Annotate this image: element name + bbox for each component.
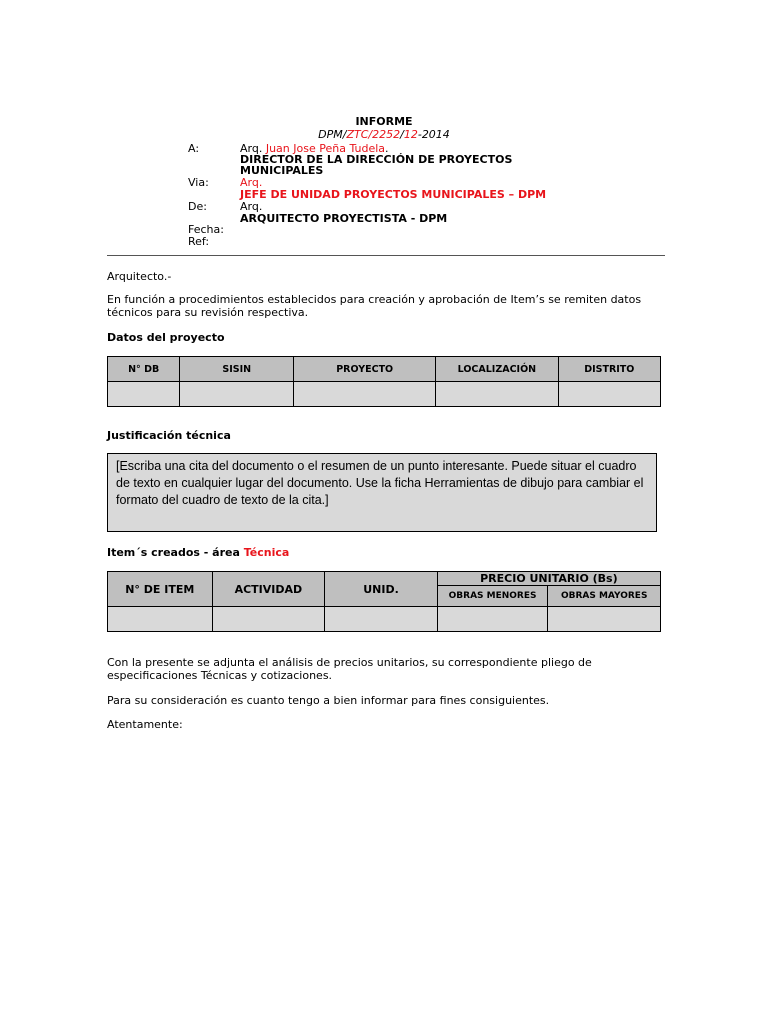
cell-ndb[interactable] <box>108 382 180 407</box>
table-header-row <box>108 572 661 586</box>
cell-obras-menores[interactable] <box>437 607 548 632</box>
col-unidad: UNID. <box>325 572 438 607</box>
col-ndb: N° DB <box>108 357 180 382</box>
to-prefix: Arq. <box>240 142 266 155</box>
header-divider <box>107 255 665 256</box>
document-title: INFORME <box>355 115 413 128</box>
cell-actividad[interactable] <box>212 607 325 632</box>
items-table <box>107 571 661 632</box>
from-label: De: <box>188 200 207 213</box>
consideration-paragraph: Para su consideración es cuanto tengo a bien informar para fines consiguientes. <box>107 694 550 707</box>
closing-paragraph: Con la presente se adjunta el análisis de precios unitarios, su correspondiente pliego de especificaciones Técnicas y cotizaciones. <box>107 656 592 682</box>
code-part-year: -2014 <box>417 128 450 141</box>
code-part-dpm: DPM/ <box>318 128 347 141</box>
to-label: A: <box>188 142 200 155</box>
table-header-row <box>108 357 661 382</box>
greeting: Arquitecto.- <box>107 270 172 283</box>
col-distrito: DISTRITO <box>558 357 660 382</box>
col-actividad: ACTIVIDAD <box>212 572 325 607</box>
intro-paragraph: En función a procedimientos establecidos para creación y aprobación de Item’s se remiten datos técnicos para su revisión respectiva. <box>107 293 642 319</box>
col-precio-unitario: PRECIO UNITARIO (Bs) <box>437 572 660 586</box>
from-name: Arq. <box>240 200 263 213</box>
code-part-month: 12 <box>403 128 418 141</box>
section-items-title <box>107 546 667 559</box>
via-name: Arq. <box>240 176 263 189</box>
from-title: ARQUITECTO PROYECTISTA - DPM <box>240 212 448 225</box>
col-proyecto: PROYECTO <box>294 357 436 382</box>
cell-proyecto[interactable] <box>294 382 436 407</box>
col-sisin: SISIN <box>180 357 294 382</box>
table-row <box>108 607 661 632</box>
cell-distrito[interactable] <box>558 382 660 407</box>
code-part-slash: / <box>400 128 404 141</box>
items-title-area: Técnica <box>243 546 290 559</box>
table-row <box>108 382 661 407</box>
signoff: Atentamente: <box>107 718 183 731</box>
cell-unidad[interactable] <box>325 607 438 632</box>
to-name: Juan Jose Peña Tudela <box>265 142 386 155</box>
items-title-text: Item´s creados - área <box>107 546 244 559</box>
col-localizacion: LOCALIZACIÓN <box>436 357 558 382</box>
col-obras-mayores: OBRAS MAYORES <box>548 586 661 607</box>
via-title: JEFE DE UNIDAD PROYECTOS MUNICIPALES – DPM <box>240 188 547 201</box>
cell-localizacion[interactable] <box>436 382 558 407</box>
code-part-ztc: ZTC/2252 <box>346 128 401 141</box>
cell-sisin[interactable] <box>180 382 294 407</box>
to-suffix: . <box>385 142 389 155</box>
project-data-table <box>107 356 661 407</box>
ref-label: Ref: <box>188 235 210 248</box>
section-justification-title: Justificación técnica <box>107 429 231 442</box>
cell-obras-mayores[interactable] <box>548 607 661 632</box>
cell-item[interactable] <box>108 607 213 632</box>
col-item: N° DE ITEM <box>108 572 213 607</box>
quote-textbox[interactable]: [Escriba una cita del documento o el resumen de un punto interesante. Puede situar el cuadro de texto en cualquier lugar del documento. Use la ficha Herramientas de dibujo para cambiar el formato del cuadro de texto de la cita.] <box>107 453 657 532</box>
col-obras-menores: OBRAS MENORES <box>437 586 548 607</box>
section-project-title: Datos del proyecto <box>107 331 225 344</box>
document-code <box>0 128 768 141</box>
to-title: DIRECTOR DE LA DIRECCIÓN DE PROYECTOS MUNICIPALES <box>240 153 513 177</box>
date-label: Fecha: <box>188 223 224 236</box>
via-label: Via: <box>188 176 209 189</box>
